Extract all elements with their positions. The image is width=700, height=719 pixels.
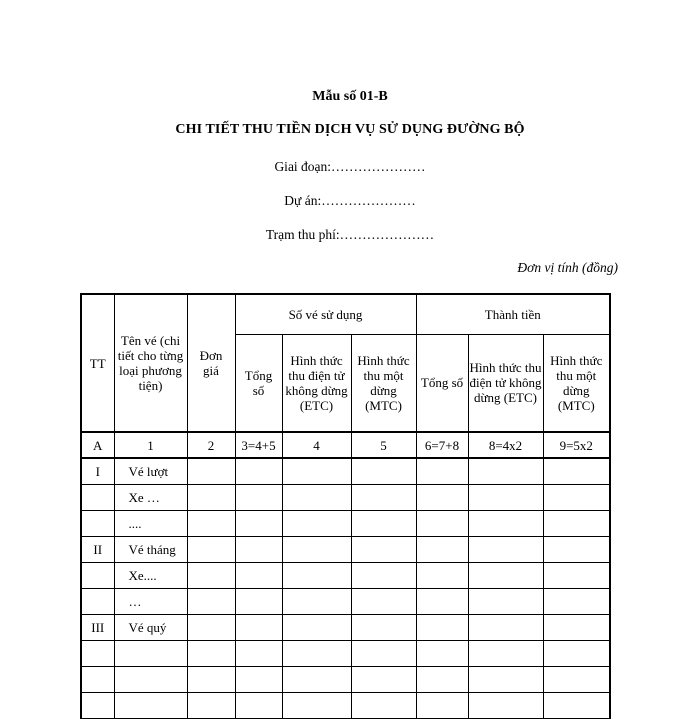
row-value-cell (187, 536, 235, 562)
row-value-cell (235, 458, 282, 484)
column-index-row (81, 432, 610, 458)
row-value-cell (235, 484, 282, 510)
row-value-cell (235, 614, 282, 640)
row-value-cell (235, 536, 282, 562)
index-cell: 4 (282, 432, 351, 458)
row-value-cell (282, 562, 351, 588)
row-tt-cell (81, 588, 114, 614)
table-row (81, 614, 610, 640)
row-value-cell (187, 510, 235, 536)
row-tt-cell: III (81, 614, 114, 640)
row-value-cell (187, 484, 235, 510)
row-ticket-name-cell: Xe.... (114, 562, 187, 588)
table-row (81, 458, 610, 484)
index-cell: 3=4+5 (235, 432, 282, 458)
row-value-cell (468, 588, 543, 614)
table-row (81, 588, 610, 614)
row-tt-cell (81, 484, 114, 510)
row-value-cell (416, 692, 468, 718)
row-value-cell (351, 562, 416, 588)
row-value-cell (282, 588, 351, 614)
row-value-cell (416, 588, 468, 614)
header-tt: TT (81, 294, 114, 432)
table-row (81, 666, 610, 692)
row-value-cell (282, 692, 351, 718)
row-value-cell (468, 562, 543, 588)
header-unit-price (187, 294, 235, 432)
row-tt-cell (81, 666, 114, 692)
row-value-cell (282, 640, 351, 666)
row-value-cell (187, 614, 235, 640)
header-ticket-name: Tên vé (chi tiết cho từng loại phương tiện) (114, 294, 187, 432)
header-amount-etc: Hình thức thu điện tử không dừng (ETC) (468, 334, 543, 432)
row-value-cell (235, 666, 282, 692)
row-value-cell (187, 588, 235, 614)
row-value-cell (468, 510, 543, 536)
row-value-cell (351, 588, 416, 614)
row-value-cell (351, 458, 416, 484)
header-tickets-used: Số vé sử dụng (235, 294, 416, 334)
row-value-cell (543, 640, 610, 666)
header-tickets-total-label: Tổng số (244, 367, 273, 398)
row-ticket-name-cell: .... (114, 510, 187, 536)
row-value-cell (416, 484, 468, 510)
row-value-cell (187, 692, 235, 718)
currency-unit-note: Đơn vị tính (đồng) (517, 260, 618, 275)
row-value-cell (351, 536, 416, 562)
table-row (81, 510, 610, 536)
index-cell: A (81, 432, 114, 458)
row-value-cell (543, 588, 610, 614)
row-value-cell (468, 640, 543, 666)
row-value-cell (543, 510, 610, 536)
row-tt-cell: II (81, 536, 114, 562)
row-value-cell (282, 536, 351, 562)
row-ticket-name-cell (114, 666, 187, 692)
row-value-cell (282, 614, 351, 640)
row-value-cell (235, 640, 282, 666)
row-value-cell (543, 458, 610, 484)
row-value-cell (351, 692, 416, 718)
row-value-cell (468, 666, 543, 692)
row-value-cell (187, 458, 235, 484)
index-cell: 5 (351, 432, 416, 458)
header-amount-mtc: Hình thức thu một dừng (MTC) (543, 334, 610, 432)
row-value-cell (416, 614, 468, 640)
stage-line: Giai đoạn:………………… (274, 159, 426, 174)
table-row (81, 484, 610, 510)
row-value-cell (416, 536, 468, 562)
row-tt-cell: I (81, 458, 114, 484)
row-tt-cell (81, 510, 114, 536)
row-value-cell (468, 692, 543, 718)
header-unit-price-label: Đơn giá (199, 348, 223, 378)
row-value-cell (468, 536, 543, 562)
header-amount: Thành tiền (416, 294, 610, 334)
row-value-cell (351, 640, 416, 666)
row-value-cell (416, 666, 468, 692)
row-value-cell (282, 666, 351, 692)
row-value-cell (543, 692, 610, 718)
row-ticket-name-cell (114, 640, 187, 666)
header-tickets-total (235, 334, 282, 432)
document-title: CHI TIẾT THU TIỀN DỊCH VỤ SỬ DỤNG ĐƯỜNG BỘ (175, 122, 525, 137)
index-cell: 6=7+8 (416, 432, 468, 458)
header-amount-total: Tổng số (416, 334, 468, 432)
table-row (81, 692, 610, 718)
row-value-cell (235, 692, 282, 718)
row-value-cell (187, 562, 235, 588)
row-ticket-name-cell: Vé quý (114, 614, 187, 640)
row-value-cell (235, 562, 282, 588)
row-value-cell (416, 640, 468, 666)
row-value-cell (543, 614, 610, 640)
row-value-cell (416, 510, 468, 536)
row-value-cell (351, 666, 416, 692)
row-ticket-name-cell: Xe … (114, 484, 187, 510)
header-tickets-mtc: Hình thức thu một dừng (MTC) (351, 334, 416, 432)
row-value-cell (351, 510, 416, 536)
row-value-cell (543, 484, 610, 510)
project-line: Dự án:………………… (284, 193, 416, 208)
row-value-cell (282, 484, 351, 510)
row-value-cell (235, 588, 282, 614)
row-ticket-name-cell: … (114, 588, 187, 614)
row-value-cell (468, 484, 543, 510)
header-tickets-etc: Hình thức thu điện tử không dừng (ETC) (282, 334, 351, 432)
row-value-cell (351, 484, 416, 510)
row-value-cell (416, 458, 468, 484)
row-tt-cell (81, 692, 114, 718)
index-cell: 9=5x2 (543, 432, 610, 458)
toll-station-line: Trạm thu phí:………………… (265, 227, 435, 242)
row-tt-cell (81, 562, 114, 588)
row-value-cell (187, 640, 235, 666)
row-value-cell (282, 458, 351, 484)
row-value-cell (468, 458, 543, 484)
row-value-cell (187, 666, 235, 692)
row-value-cell (416, 562, 468, 588)
row-value-cell (235, 510, 282, 536)
row-tt-cell (81, 640, 114, 666)
row-value-cell (351, 614, 416, 640)
table-row (81, 640, 610, 666)
index-cell: 2 (187, 432, 235, 458)
toll-revenue-table (80, 293, 611, 719)
row-ticket-name-cell (114, 692, 187, 718)
table-row (81, 536, 610, 562)
row-value-cell (543, 666, 610, 692)
index-cell: 8=4x2 (468, 432, 543, 458)
row-ticket-name-cell: Vé lượt (114, 458, 187, 484)
row-value-cell (543, 562, 610, 588)
row-ticket-name-cell: Vé tháng (114, 536, 187, 562)
index-cell: 1 (114, 432, 187, 458)
table-row (81, 562, 610, 588)
row-value-cell (543, 536, 610, 562)
row-value-cell (468, 614, 543, 640)
form-code: Mẫu số 01-B (312, 89, 388, 104)
row-value-cell (282, 510, 351, 536)
